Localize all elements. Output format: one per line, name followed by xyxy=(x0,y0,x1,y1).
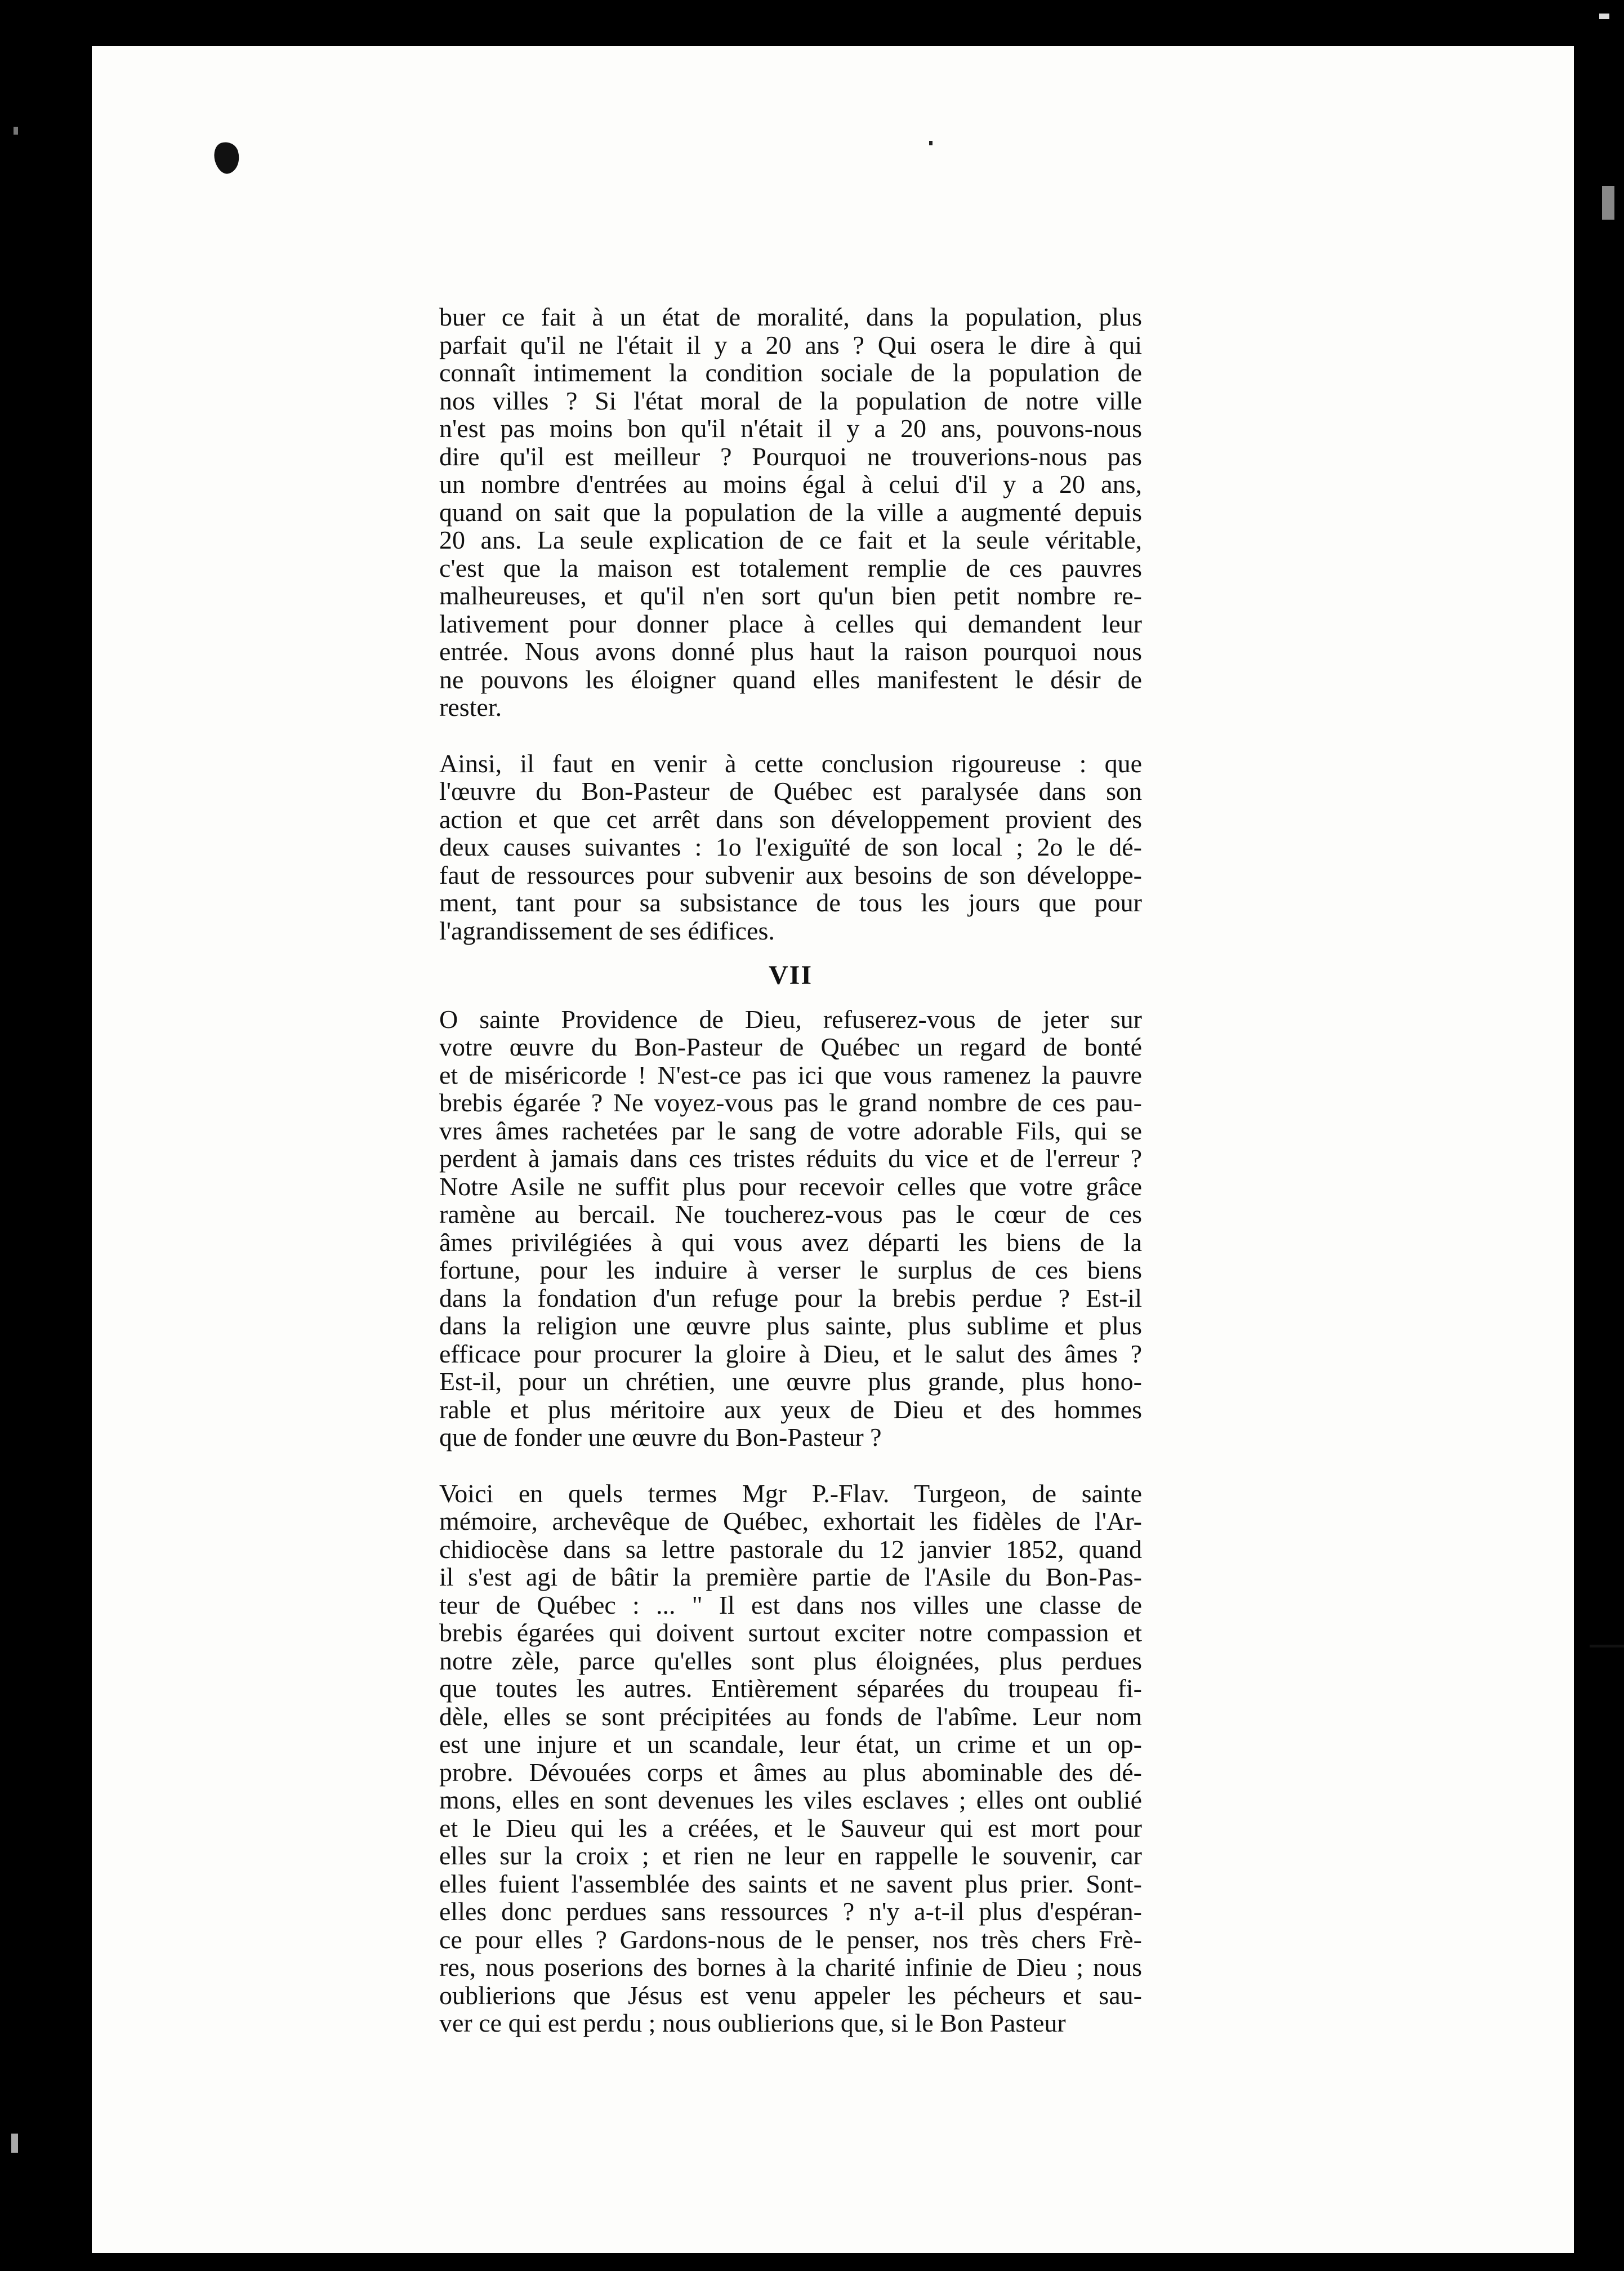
text-line: nos villes ? Si l'état moral de la population de notre ville xyxy=(439,386,1142,415)
text-line: brebis égarée ? Ne voyez-vous pas le grand nombre de ces pau- xyxy=(439,1088,1142,1117)
body-text xyxy=(439,303,1142,2037)
text-line: rable et plus méritoire aux yeux de Dieu et des hommes xyxy=(439,1395,1142,1424)
section-heading: VII xyxy=(768,960,813,990)
text-line: fortune, pour les induire à verser le surplus de ces biens xyxy=(439,1255,1142,1284)
text-line: que de fonder une œuvre du Bon-Pasteur ? xyxy=(439,1423,882,1451)
text-line: efficace pour procurer la gloire à Dieu, et le salut des âmes ? xyxy=(439,1339,1142,1368)
text-line: deux causes suivantes : 1o l'exiguïté de son local ; 2o le dé- xyxy=(439,832,1142,861)
paragraph-gap xyxy=(439,1451,1142,1480)
text-line: dire qu'il est meilleur ? Pourquoi ne trouverions-nous pas xyxy=(439,442,1142,471)
text-line: probre. Dévouées corps et âmes au plus abominable des dé- xyxy=(439,1757,1142,1787)
text-line: dans la fondation d'un refuge pour la brebis perdue ? Est-il xyxy=(439,1283,1142,1312)
text-line: entrée. Nous avons donné plus haut la raison pourquoi nous xyxy=(439,637,1142,666)
ink-blot xyxy=(211,139,243,176)
text-line: action et que cet arrêt dans son développement provient des xyxy=(439,804,1142,834)
text-line: perdent à jamais dans ces tristes réduits du vice et de l'erreur ? xyxy=(439,1144,1142,1173)
text-line: quand on sait que la population de la ville a augmenté depuis xyxy=(439,497,1142,527)
text-line: mons, elles en sont devenues les viles esclaves ; elles ont oublié xyxy=(439,1785,1142,1814)
text-line: O sainte Providence de Dieu, refuserez-vous de jeter sur xyxy=(439,1004,1142,1034)
text-line: Ainsi, il faut en venir à cette conclusion rigoureuse : que xyxy=(439,749,1142,778)
text-line: et le Dieu qui les a créées, et le Sauveur qui est mort pour xyxy=(439,1813,1142,1842)
text-line: l'œuvre du Bon-Pasteur de Québec est paralysée dans son xyxy=(439,777,1142,805)
paragraph-3 xyxy=(439,1005,1142,1451)
edge-mark xyxy=(1599,14,1609,19)
paragraph-gap xyxy=(439,722,1142,750)
text-line: oublierions que Jésus est venu appeler les pécheurs et sau- xyxy=(439,1980,1142,2010)
paragraph-1 xyxy=(439,303,1142,722)
text-line: connaît intimement la condition sociale de la population de xyxy=(439,358,1142,387)
text-line: âmes privilégiées à qui vous avez départi les biens de la xyxy=(439,1227,1142,1257)
text-line: buer ce fait à un état de moralité, dans la population, plus xyxy=(439,302,1142,331)
text-line: un nombre d'entrées au moins égal à celui d'il y a 20 ans, xyxy=(439,470,1142,498)
text-line: faut de ressources pour subvenir aux besoins de son développe- xyxy=(439,860,1142,889)
text-line: dans la religion une œuvre plus sainte, plus sublime et plus xyxy=(439,1311,1142,1340)
edge-mark xyxy=(1602,186,1614,220)
text-line: et de miséricorde ! N'est-ce pas ici que vous ramenez la pauvre xyxy=(439,1060,1142,1089)
text-line: elles fuient l'assemblée des saints et ne savent plus prier. Sont- xyxy=(439,1869,1142,1898)
text-line: elles sur la croix ; et rien ne leur en rappelle le souvenir, car xyxy=(439,1841,1142,1870)
paragraph-4 xyxy=(439,1480,1142,2037)
text-line: Notre Asile ne suffit plus pour recevoir celles que votre grâce xyxy=(439,1172,1142,1201)
text-line: est une injure et un scandale, leur état, un crime et un op- xyxy=(439,1730,1142,1758)
ink-speck xyxy=(929,141,933,145)
text-line: notre zèle, parce qu'elles sont plus éloignées, plus perdues xyxy=(439,1646,1142,1675)
text-line: dèle, elles se sont précipitées au fonds de l'abîme. Leur nom xyxy=(439,1702,1142,1731)
text-line: brebis égarées qui doivent surtout exciter notre compassion et xyxy=(439,1618,1142,1647)
text-line: chidiocèse dans sa lettre pastorale du 12 janvier 1852, quand xyxy=(439,1534,1142,1564)
text-line: res, nous poserions des bornes à la charité infinie de Dieu ; nous xyxy=(439,1953,1142,1981)
text-line: mémoire, archevêque de Québec, exhortait les fidèles de l'Ar- xyxy=(439,1507,1142,1535)
text-line: ramène au bercail. Ne toucherez-vous pas le cœur de ces xyxy=(439,1200,1142,1228)
edge-mark xyxy=(14,127,18,135)
text-line: parfait qu'il ne l'était il y a 20 ans ? Qui osera le dire à qui xyxy=(439,330,1142,359)
text-line: vres âmes rachetées par le sang de votre adorable Fils, qui se xyxy=(439,1116,1142,1145)
text-line: ce pour elles ? Gardons-nous de le penser, nos très chers Frè- xyxy=(439,1925,1142,1954)
text-line: c'est que la maison est totalement remplie de ces pauvres xyxy=(439,553,1142,582)
text-line: n'est pas moins bon qu'il n'était il y a 20 ans, pouvons-nous xyxy=(439,414,1142,443)
text-line: Voici en quels termes Mgr P.-Flav. Turgeon, de sainte xyxy=(439,1479,1142,1508)
text-line: que toutes les autres. Entièrement séparées du troupeau fi- xyxy=(439,1674,1142,1703)
paragraph-gap xyxy=(439,945,1142,957)
text-line: elles donc perdues sans ressources ? n'y a-t-il plus d'espéran- xyxy=(439,1897,1142,1926)
text-line: ment, tant pour sa subsistance de tous les jours que pour xyxy=(439,888,1142,917)
text-line: ne pouvons les éloigner quand elles manifestent le désir de xyxy=(439,665,1142,694)
text-line: 20 ans. La seule explication de ce fait et la seule véritable, xyxy=(439,526,1142,554)
text-line: rester. xyxy=(439,693,502,722)
text-line: malheureuses, et qu'il n'en sort qu'un bien petit nombre re- xyxy=(439,581,1142,610)
margin-mark xyxy=(1590,1645,1624,1647)
text-line: lativement pour donner place à celles qui demandent leur xyxy=(439,609,1142,638)
text-line: teur de Québec : ... " Il est dans nos villes une classe de xyxy=(439,1590,1142,1619)
text-line: Est-il, pour un chrétien, une œuvre plus grande, plus hono- xyxy=(439,1367,1142,1396)
paragraph-2 xyxy=(439,750,1142,945)
edge-mark xyxy=(11,2134,18,2153)
text-line: votre œuvre du Bon-Pasteur de Québec un regard de bonté xyxy=(439,1032,1142,1061)
text-line: il s'est agi de bâtir la première partie de l'Asile du Bon-Pas- xyxy=(439,1562,1142,1591)
text-line: ver ce qui est perdu ; nous oublierions que, si le Bon Pasteur xyxy=(439,2009,1066,2037)
text-line: l'agrandissement de ses édifices. xyxy=(439,916,775,945)
